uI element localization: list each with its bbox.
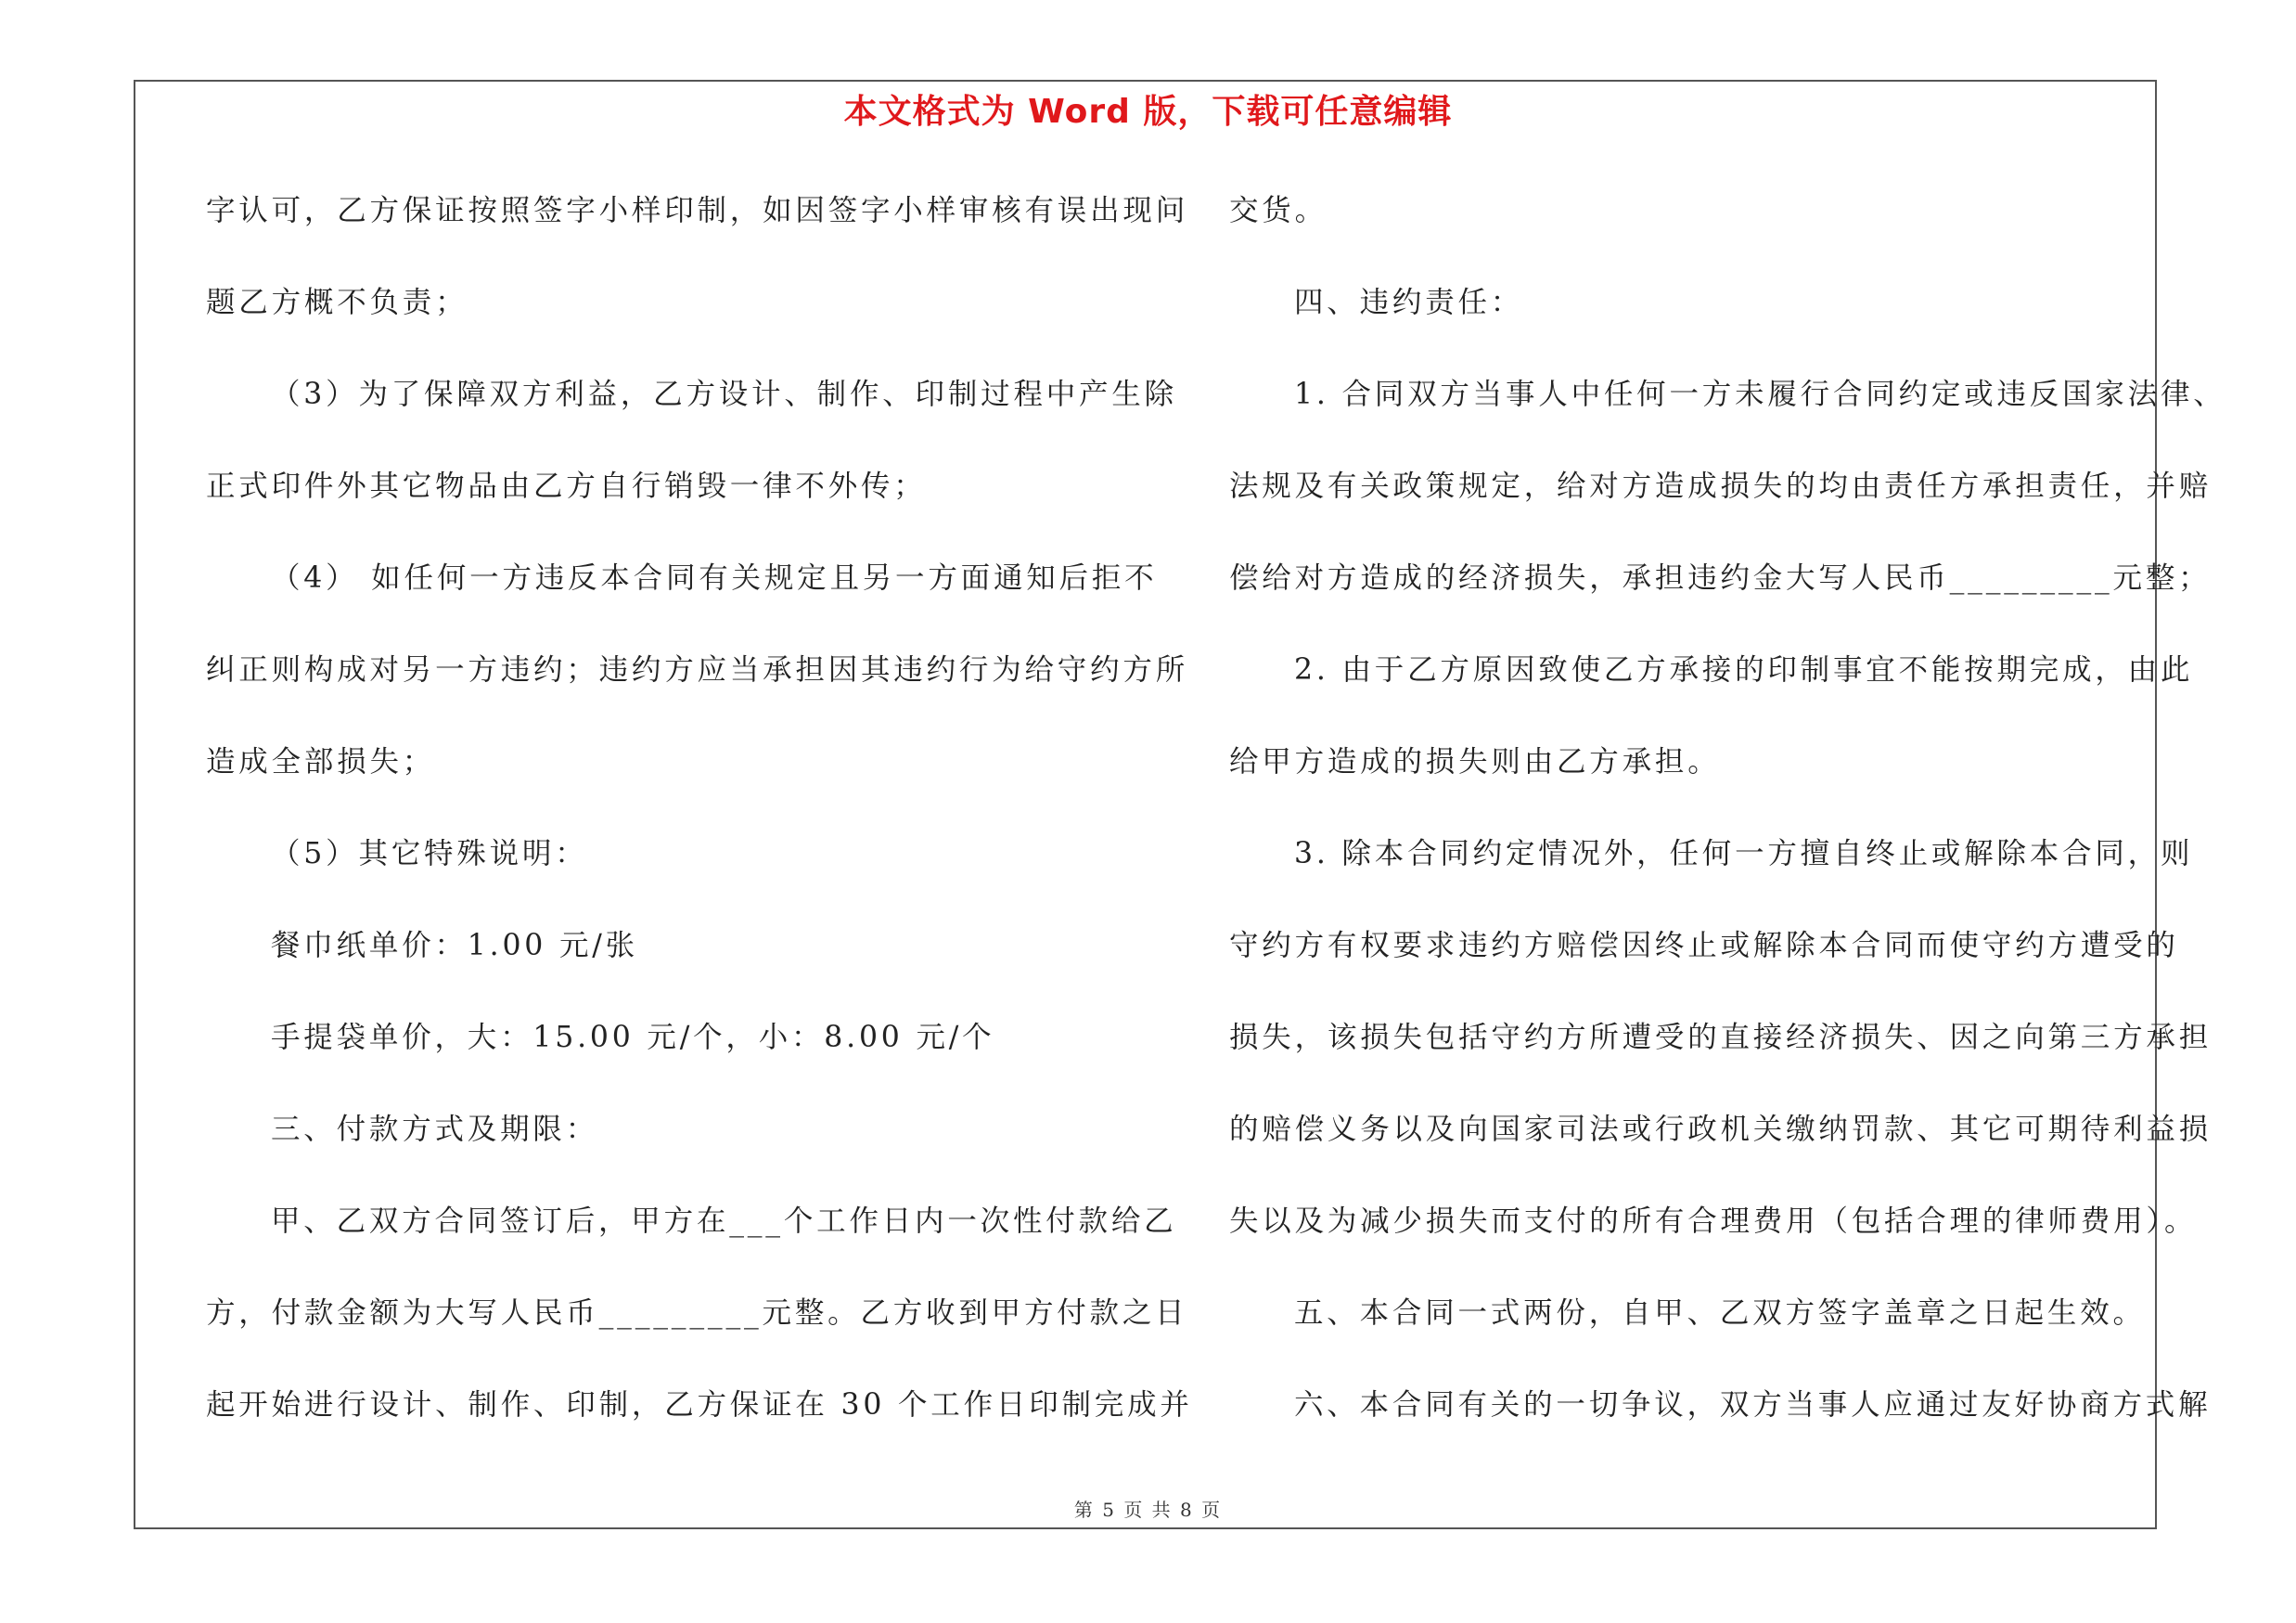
text-line: 交货。 — [1229, 194, 1328, 227]
text-line: 3. 除本合同约定情况外，任何一方擅自终止或解除本合同，则 — [1294, 837, 2194, 870]
text-line: 甲、乙双方合同签订后，甲方在___个工作日内一次性付款给乙 — [271, 1204, 1177, 1238]
text-line: 1. 合同双方当事人中任何一方未履行合同约定或违反国家法律、 — [1294, 378, 2226, 411]
text-line: （4） 如任何一方违反本合同有关规定且另一方面通知后拒不 — [271, 561, 1158, 595]
text-line: 手提袋单价，大：15.00 元/个，小：8.00 元/个 — [271, 1021, 995, 1054]
text-line: 三、付款方式及期限： — [271, 1113, 599, 1146]
text-line: 给甲方造成的损失则由乙方承担。 — [1229, 745, 1721, 779]
text-line: 偿给对方造成的经济损失，承担违约金大写人民币_________元整； — [1229, 561, 2212, 595]
word-format-banner: 本文格式为 Word 版，下载可任意编辑 — [843, 93, 1453, 131]
text-line: （5）其它特殊说明： — [271, 837, 588, 870]
text-line: 造成全部损失； — [206, 745, 436, 779]
text-line: 纠正则构成对另一方违约；违约方应当承担因其违约行为给守约方所 — [206, 653, 1189, 687]
right-text-column — [1229, 182, 2226, 1468]
text-line: 正式印件外其它物品由乙方自行销毁一律不外传； — [206, 470, 927, 503]
text-line: 法规及有关政策规定，给对方造成损失的均由责任方承担责任，并赔 — [1229, 470, 2213, 503]
page-number-footer: 第 5 页 共 8 页 — [1073, 1499, 1223, 1521]
left-text-column — [206, 182, 1193, 1468]
text-line: 字认可，乙方保证按照签字小样印制，如因签字小样审核有误出现问 — [206, 194, 1189, 227]
text-line: 的赔偿义务以及向国家司法或行政机关缴纳罚款、其它可期待利益损 — [1229, 1113, 2213, 1146]
text-line: （3）为了保障双方利益，乙方设计、制作、印制过程中产生除 — [271, 378, 1177, 411]
text-line: 方，付款金额为大写人民币_________元整。乙方收到甲方付款之日 — [206, 1296, 1188, 1330]
text-line: 守约方有权要求违约方赔偿因终止或解除本合同而使守约方遭受的 — [1229, 929, 2179, 962]
text-line: 题乙方概不负责； — [206, 286, 468, 319]
text-line: 起开始进行设计、制作、印制，乙方保证在 30 个工作日印制完成并 — [206, 1388, 1193, 1422]
text-line: 餐巾纸单价：1.00 元/张 — [271, 929, 638, 962]
text-line: 四、违约责任： — [1294, 286, 1524, 319]
text-line: 五、本合同一式两份，自甲、乙双方签字盖章之日起生效。 — [1294, 1296, 2146, 1330]
text-line: 2. 由于乙方原因致使乙方承接的印制事宜不能按期完成，由此 — [1294, 653, 2194, 687]
text-line: 失以及为减少损失而支付的所有合理费用（包括合理的律师费用）。 — [1229, 1204, 2198, 1238]
text-line: 损失，该损失包括守约方所遭受的直接经济损失、因之向第三方承担 — [1229, 1021, 2213, 1054]
text-line: 六、本合同有关的一切争议，双方当事人应通过友好协商方式解 — [1294, 1388, 2212, 1422]
